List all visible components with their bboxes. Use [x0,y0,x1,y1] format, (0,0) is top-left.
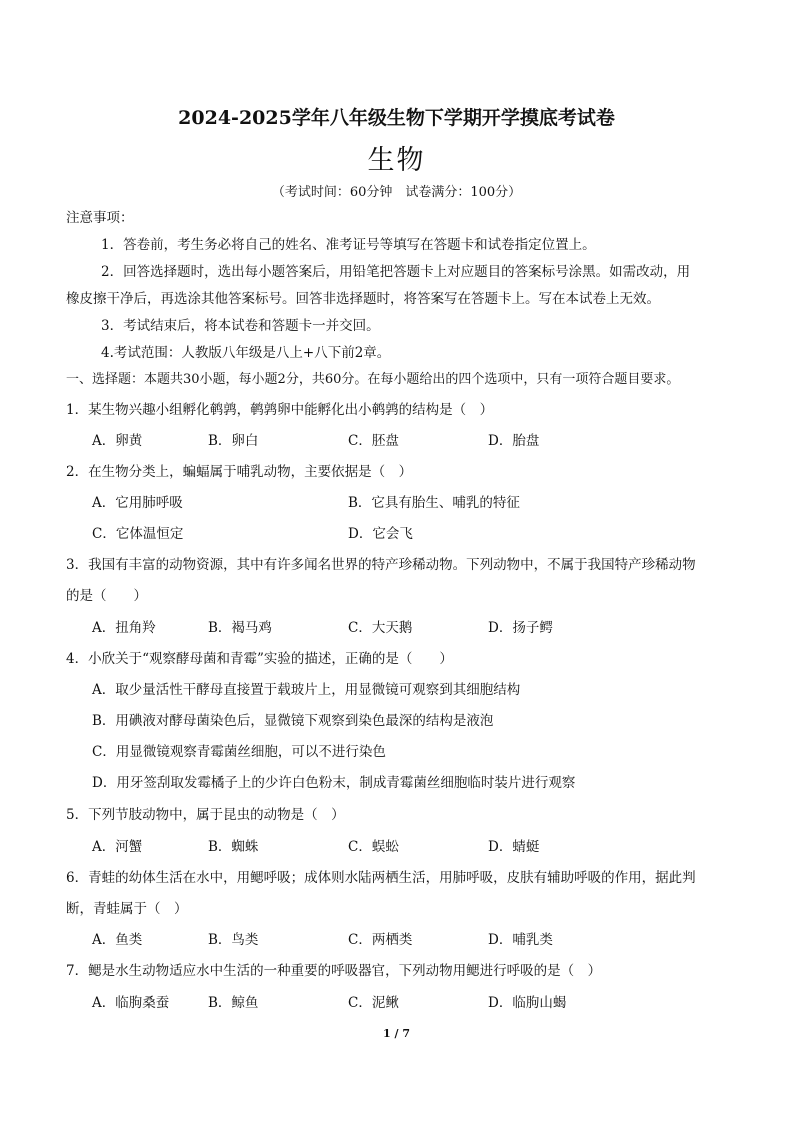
option: A．卵黄 [92,433,143,449]
notice-item: 2．回答选择题时，选出每小题答案后，用铅笔把答题卡上对应题目的答案标号涂黑。如需改动，用 [101,264,691,280]
option: C．用显微镜观察青霉菌丝细胞，可以不进行染色 [92,744,386,760]
question-stem: 断，青蛙属于（ ） [66,901,188,917]
option: B．鲸鱼 [208,995,259,1011]
question-stem: 6．青蛙的幼体生活在水中，用鳃呼吸；成体则水陆两栖生活，用肺呼吸，皮肤有辅助呼吸的作用，据此判 [66,870,696,886]
notice-item: 4.考试范围：人教版八年级是八上+八下前2章。 [101,345,391,361]
option: C．两栖类 [348,932,413,948]
question-stem: 2．在生物分类上，蝙蝠属于哺乳动物，主要依据是（ ） [66,464,413,480]
question-stem: 4．小欣关于“观察酵母菌和青霉”实验的描述，正确的是（ ） [66,651,453,667]
option: B．用碘液对酵母菌染色后，显微镜下观察到染色最深的结构是液泡 [92,713,494,729]
option: B．卵白 [208,433,259,449]
option: A．鱼类 [92,932,143,948]
exam-title: 2024-2025学年八年级生物下学期开学摸底考试卷 [178,107,615,129]
notice-item: 1．答卷前，考生务必将自己的姓名、准考证号等填写在答题卡和试卷指定位置上。 [101,237,596,253]
option: C．胚盘 [348,433,399,449]
question-stem: 5．下列节肢动物中，属于昆虫的动物是（ ） [66,807,345,823]
option: B．褐马鸡 [208,620,272,636]
option: D．扬子鳄 [488,620,553,636]
option: A．河蟹 [92,839,143,855]
option: A．扭角羚 [92,620,156,636]
question-stem: 3．我国有丰富的动物资源，其中有许多闻名世界的特产珍稀动物。下列动物中，不属于我国特产珍稀动物 [66,557,696,573]
option: C．蜈蚣 [348,839,399,855]
option: B．蜘蛛 [208,839,259,855]
subject-title: 生物 [367,145,426,176]
option: A．取少量活性干酵母直接置于载玻片上，用显微镜可观察到其细胞结构 [92,682,521,698]
section-heading: 一、选择题：本题共30小题，每小题2分，共60分。在每小题给出的四个选项中，只有一项符合题目要求。 [66,372,680,387]
question-stem: 1．某生物兴趣小组孵化鹌鹑，鹌鹑卵中能孵化出小鹌鹑的结构是（ ） [66,402,494,418]
option: A．临朐桑蚕 [92,995,170,1011]
option: D．哺乳类 [488,932,553,948]
option: D．它会飞 [348,526,413,542]
exam-meta: （考试时间：60分钟 试卷满分：100分） [271,185,522,200]
option: C．它体温恒定 [92,526,184,542]
option: D．临朐山蝎 [488,995,567,1011]
notice-item: 3．考试结束后，将本试卷和答题卡一并交回。 [101,318,380,334]
option: B．它具有胎生、哺乳的特征 [348,495,520,511]
page-number: 1 / 7 [383,1027,410,1040]
option: B．鸟类 [208,932,259,948]
question-stem: 的是（ ） [66,588,147,604]
option: C．大天鹅 [348,620,413,636]
notice-heading: 注意事项： [66,210,134,226]
option: C．泥鳅 [348,995,399,1011]
option: D．胎盘 [488,433,540,449]
notice-item: 橡皮擦干净后，再选涂其他答案标号。回答非选择题时，将答案写在答题卡上。写在本试卷上无效。 [66,291,660,307]
option: D．用牙签刮取发霉橘子上的少许白色粉末，制成青霉菌丝细胞临时装片进行观察 [92,775,576,791]
option: A．它用肺呼吸 [92,495,183,511]
question-stem: 7．鳃是水生动物适应水中生活的一种重要的呼吸器官，下列动物用鳃进行呼吸的是（ ） [66,963,602,979]
option: D．蜻蜓 [488,839,540,855]
